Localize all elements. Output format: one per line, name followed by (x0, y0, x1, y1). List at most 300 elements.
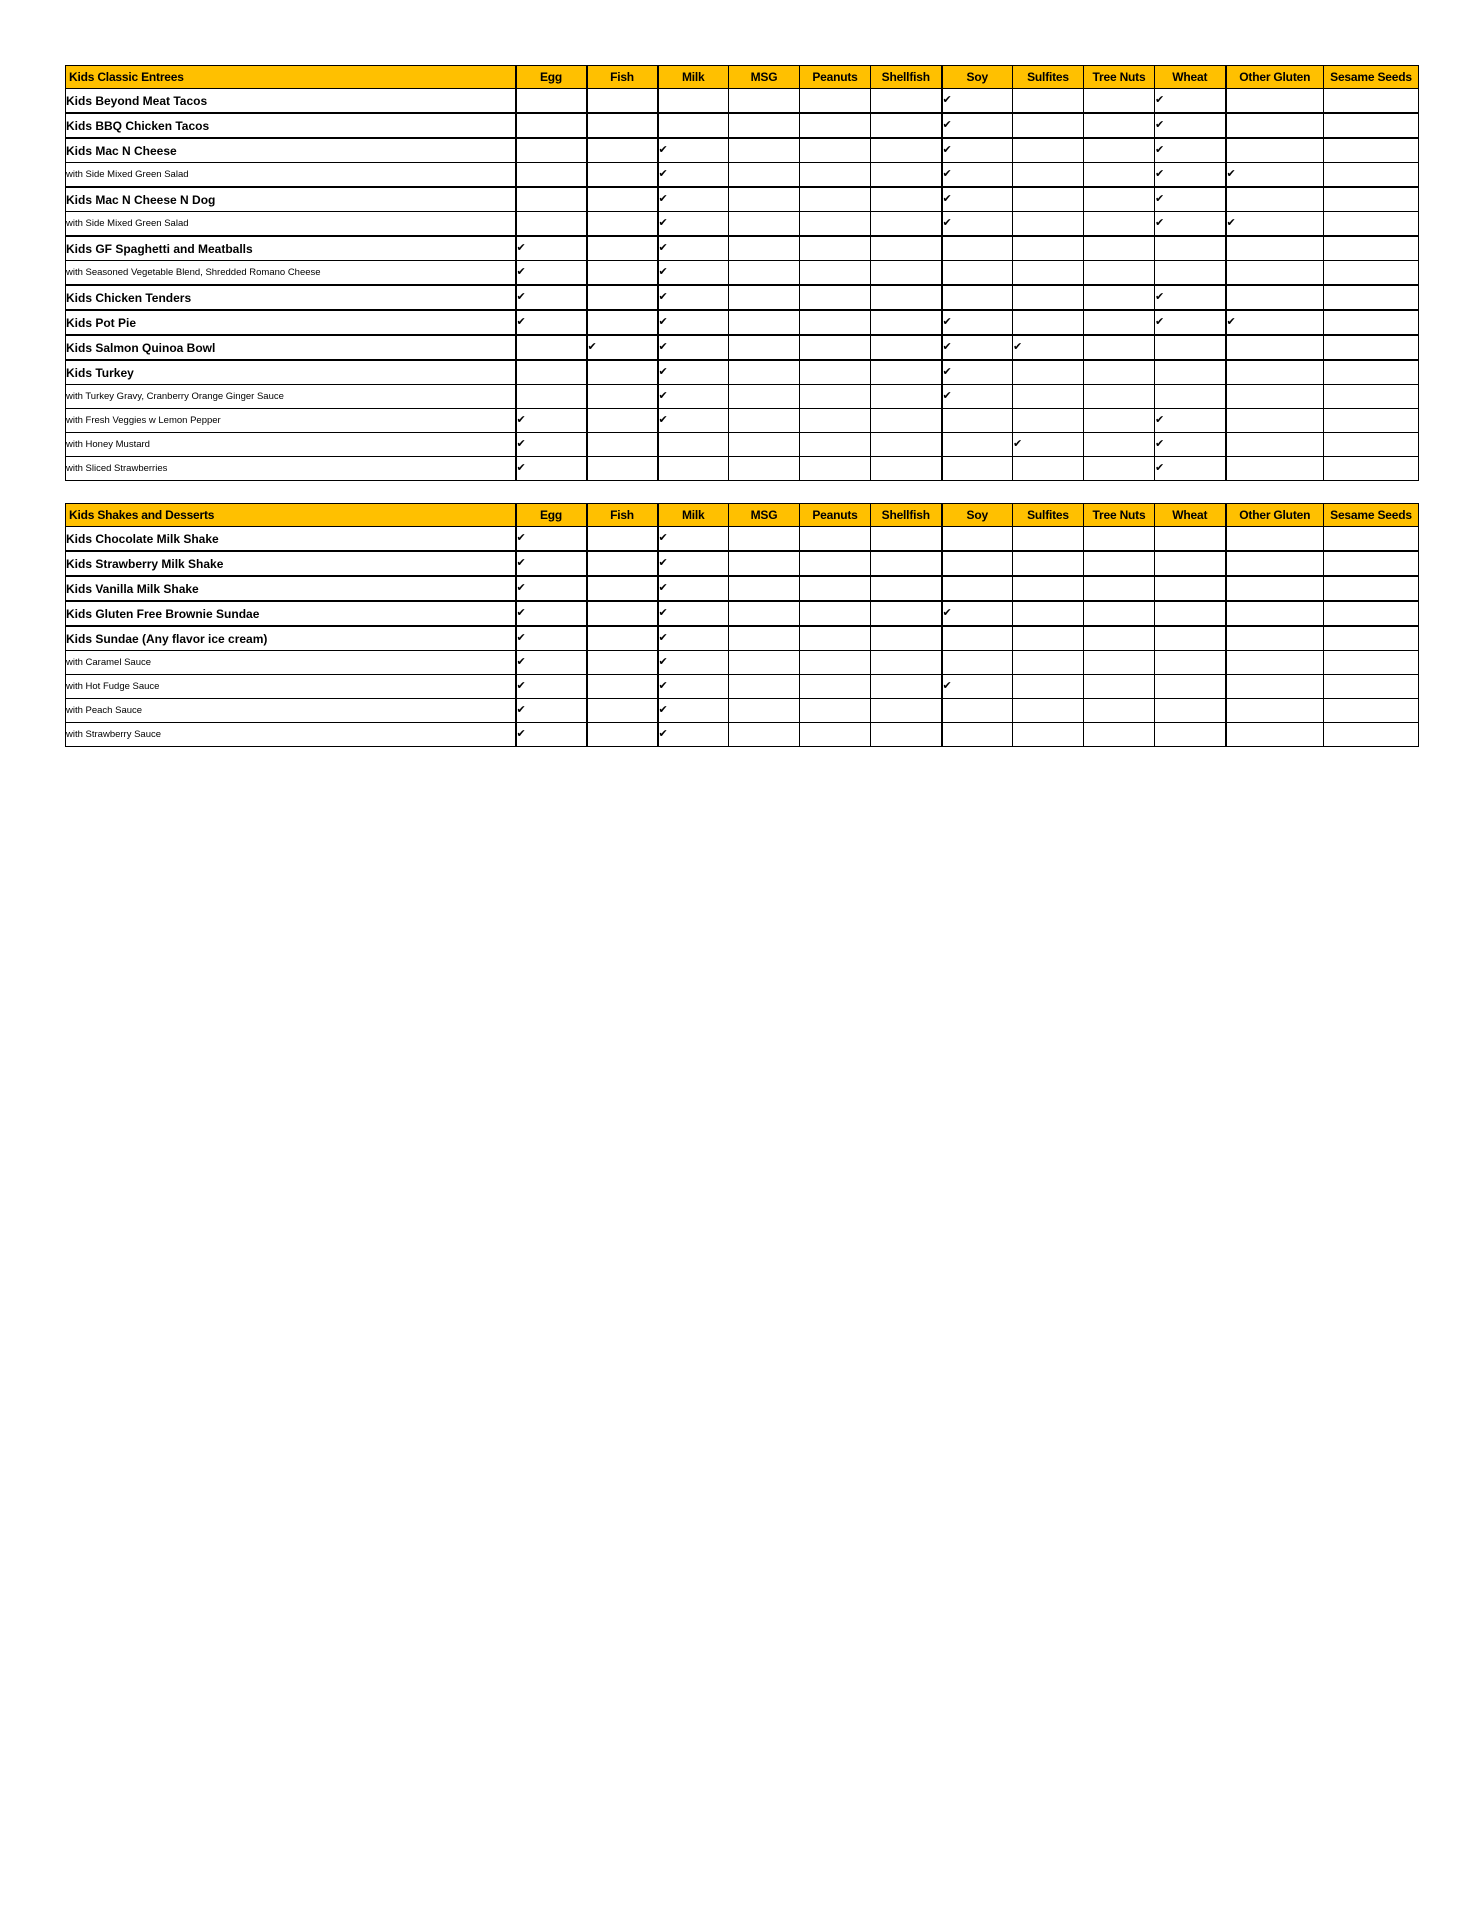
check-icon: ✔ (658, 551, 729, 576)
column-header-peanuts: Peanuts (800, 504, 871, 527)
empty-cell (1013, 675, 1084, 699)
empty-cell (1084, 360, 1155, 385)
empty-cell (729, 236, 800, 261)
empty-cell (1324, 385, 1419, 409)
table-row (66, 261, 1419, 286)
check-icon: ✔ (587, 335, 658, 360)
empty-cell (1155, 236, 1226, 261)
empty-cell (1155, 551, 1226, 576)
empty-cell (942, 699, 1013, 723)
empty-cell (1013, 723, 1084, 747)
empty-cell (1155, 527, 1226, 552)
empty-cell (800, 651, 871, 675)
table-row (66, 409, 1419, 433)
empty-cell (1226, 551, 1324, 576)
empty-cell (1324, 551, 1419, 576)
empty-cell (1226, 138, 1324, 163)
empty-cell (942, 457, 1013, 481)
check-icon: ✔ (658, 385, 729, 409)
empty-cell (1084, 113, 1155, 138)
column-header-soy: Soy (942, 504, 1013, 527)
table-row (66, 360, 1419, 385)
table-row (66, 285, 1419, 310)
empty-cell (1084, 89, 1155, 114)
empty-cell (1084, 457, 1155, 481)
empty-cell (516, 138, 587, 163)
empty-cell (800, 335, 871, 360)
empty-cell (587, 163, 658, 188)
empty-cell (871, 457, 942, 481)
table-row (66, 236, 1419, 261)
menu-item-name: Kids Strawberry Milk Shake (66, 551, 516, 576)
menu-item-name: Kids Beyond Meat Tacos (66, 89, 516, 114)
empty-cell (1013, 261, 1084, 286)
column-header-egg: Egg (516, 504, 587, 527)
empty-cell (1013, 601, 1084, 626)
menu-item-name: Kids Pot Pie (66, 310, 516, 335)
check-icon: ✔ (942, 212, 1013, 237)
empty-cell (1084, 163, 1155, 188)
table-row (66, 601, 1419, 626)
empty-cell (1013, 310, 1084, 335)
empty-cell (729, 285, 800, 310)
empty-cell (800, 626, 871, 651)
empty-cell (729, 310, 800, 335)
section-title: Kids Shakes and Desserts (66, 504, 516, 527)
column-header-tree-nuts: Tree Nuts (1084, 66, 1155, 89)
check-icon: ✔ (658, 527, 729, 552)
empty-cell (942, 236, 1013, 261)
empty-cell (800, 527, 871, 552)
empty-cell (587, 651, 658, 675)
empty-cell (1155, 385, 1226, 409)
column-header-msg: MSG (729, 504, 800, 527)
check-icon: ✔ (942, 335, 1013, 360)
empty-cell (1324, 212, 1419, 237)
check-icon: ✔ (658, 675, 729, 699)
table-row (66, 385, 1419, 409)
empty-cell (800, 457, 871, 481)
check-icon: ✔ (1155, 212, 1226, 237)
empty-cell (1155, 626, 1226, 651)
empty-cell (1155, 261, 1226, 286)
empty-cell (1013, 236, 1084, 261)
empty-cell (587, 409, 658, 433)
empty-cell (1084, 626, 1155, 651)
check-icon: ✔ (516, 433, 587, 457)
empty-cell (1324, 576, 1419, 601)
table-row (66, 335, 1419, 360)
table-row (66, 651, 1419, 675)
empty-cell (1084, 409, 1155, 433)
check-icon: ✔ (516, 409, 587, 433)
empty-cell (942, 433, 1013, 457)
table-row (66, 723, 1419, 747)
column-header-other-gluten: Other Gluten (1226, 66, 1324, 89)
empty-cell (1013, 457, 1084, 481)
empty-cell (800, 433, 871, 457)
menu-item-name: Kids Sundae (Any flavor ice cream) (66, 626, 516, 651)
empty-cell (800, 89, 871, 114)
empty-cell (1013, 89, 1084, 114)
column-header-egg: Egg (516, 66, 587, 89)
check-icon: ✔ (516, 699, 587, 723)
table-row (66, 310, 1419, 335)
menu-item-option: with Peach Sauce (66, 699, 516, 723)
empty-cell (800, 163, 871, 188)
empty-cell (1013, 699, 1084, 723)
empty-cell (729, 138, 800, 163)
empty-cell (1324, 626, 1419, 651)
empty-cell (1226, 113, 1324, 138)
empty-cell (587, 360, 658, 385)
empty-cell (800, 699, 871, 723)
empty-cell (1324, 89, 1419, 114)
empty-cell (587, 551, 658, 576)
empty-cell (1155, 699, 1226, 723)
empty-cell (587, 138, 658, 163)
column-header-milk: Milk (658, 504, 729, 527)
check-icon: ✔ (942, 113, 1013, 138)
column-header-peanuts: Peanuts (800, 66, 871, 89)
empty-cell (1226, 285, 1324, 310)
empty-cell (1084, 527, 1155, 552)
table-row (66, 433, 1419, 457)
empty-cell (1013, 576, 1084, 601)
check-icon: ✔ (942, 138, 1013, 163)
empty-cell (1084, 723, 1155, 747)
empty-cell (729, 527, 800, 552)
empty-cell (729, 212, 800, 237)
empty-cell (1013, 138, 1084, 163)
empty-cell (729, 699, 800, 723)
empty-cell (1013, 409, 1084, 433)
empty-cell (587, 236, 658, 261)
check-icon: ✔ (658, 187, 729, 212)
table-row (66, 89, 1419, 114)
menu-item-option: with Sliced Strawberries (66, 457, 516, 481)
header-row (66, 66, 1419, 89)
empty-cell (516, 163, 587, 188)
check-icon: ✔ (516, 261, 587, 286)
empty-cell (1084, 675, 1155, 699)
empty-cell (1155, 675, 1226, 699)
empty-cell (587, 699, 658, 723)
menu-item-option: with Fresh Veggies w Lemon Pepper (66, 409, 516, 433)
check-icon: ✔ (1155, 285, 1226, 310)
empty-cell (1084, 601, 1155, 626)
empty-cell (871, 433, 942, 457)
empty-cell (942, 576, 1013, 601)
empty-cell (1155, 335, 1226, 360)
check-icon: ✔ (1155, 409, 1226, 433)
empty-cell (800, 409, 871, 433)
empty-cell (800, 187, 871, 212)
empty-cell (1013, 626, 1084, 651)
menu-item-name: Kids Mac N Cheese (66, 138, 516, 163)
empty-cell (729, 89, 800, 114)
empty-cell (1226, 409, 1324, 433)
empty-cell (1324, 285, 1419, 310)
empty-cell (871, 409, 942, 433)
empty-cell (871, 601, 942, 626)
empty-cell (1013, 551, 1084, 576)
empty-cell (658, 89, 729, 114)
empty-cell (1155, 601, 1226, 626)
empty-cell (729, 261, 800, 286)
empty-cell (800, 138, 871, 163)
check-icon: ✔ (516, 457, 587, 481)
empty-cell (729, 457, 800, 481)
check-icon: ✔ (1155, 433, 1226, 457)
check-icon: ✔ (658, 626, 729, 651)
empty-cell (729, 360, 800, 385)
empty-cell (942, 527, 1013, 552)
check-icon: ✔ (516, 527, 587, 552)
empty-cell (1226, 89, 1324, 114)
empty-cell (1084, 576, 1155, 601)
column-header-tree-nuts: Tree Nuts (1084, 504, 1155, 527)
empty-cell (1155, 651, 1226, 675)
section-title: Kids Classic Entrees (66, 66, 516, 89)
check-icon: ✔ (658, 360, 729, 385)
empty-cell (587, 310, 658, 335)
check-icon: ✔ (1013, 433, 1084, 457)
empty-cell (1324, 651, 1419, 675)
table-row (66, 163, 1419, 188)
allergen-sheet (65, 65, 1416, 747)
empty-cell (1084, 212, 1155, 237)
menu-item-option: with Caramel Sauce (66, 651, 516, 675)
menu-item-name: Kids Mac N Cheese N Dog (66, 187, 516, 212)
empty-cell (729, 723, 800, 747)
empty-cell (1084, 335, 1155, 360)
empty-cell (871, 360, 942, 385)
empty-cell (1324, 163, 1419, 188)
empty-cell (871, 651, 942, 675)
empty-cell (1013, 360, 1084, 385)
empty-cell (729, 601, 800, 626)
empty-cell (587, 626, 658, 651)
empty-cell (729, 113, 800, 138)
empty-cell (1324, 433, 1419, 457)
empty-cell (1084, 651, 1155, 675)
empty-cell (942, 285, 1013, 310)
empty-cell (800, 360, 871, 385)
empty-cell (587, 527, 658, 552)
column-header-shellfish: Shellfish (871, 504, 942, 527)
column-header-msg: MSG (729, 66, 800, 89)
empty-cell (800, 601, 871, 626)
check-icon: ✔ (1226, 310, 1324, 335)
check-icon: ✔ (1155, 163, 1226, 188)
empty-cell (1226, 576, 1324, 601)
check-icon: ✔ (658, 261, 729, 286)
empty-cell (587, 457, 658, 481)
check-icon: ✔ (658, 651, 729, 675)
empty-cell (800, 723, 871, 747)
check-icon: ✔ (1155, 457, 1226, 481)
empty-cell (516, 212, 587, 237)
empty-cell (1013, 187, 1084, 212)
check-icon: ✔ (516, 576, 587, 601)
empty-cell (1013, 285, 1084, 310)
empty-cell (729, 675, 800, 699)
empty-cell (1324, 261, 1419, 286)
empty-cell (1084, 385, 1155, 409)
check-icon: ✔ (658, 138, 729, 163)
table-row (66, 699, 1419, 723)
empty-cell (1226, 433, 1324, 457)
empty-cell (1324, 187, 1419, 212)
empty-cell (516, 360, 587, 385)
empty-cell (1324, 699, 1419, 723)
empty-cell (1013, 212, 1084, 237)
empty-cell (1324, 601, 1419, 626)
check-icon: ✔ (658, 236, 729, 261)
empty-cell (516, 89, 587, 114)
empty-cell (1013, 385, 1084, 409)
empty-cell (516, 187, 587, 212)
empty-cell (800, 212, 871, 237)
empty-cell (1226, 699, 1324, 723)
check-icon: ✔ (1013, 335, 1084, 360)
empty-cell (729, 651, 800, 675)
menu-item-option: with Hot Fudge Sauce (66, 675, 516, 699)
empty-cell (871, 89, 942, 114)
check-icon: ✔ (516, 626, 587, 651)
empty-cell (871, 236, 942, 261)
empty-cell (1226, 236, 1324, 261)
table-row (66, 626, 1419, 651)
empty-cell (800, 285, 871, 310)
empty-cell (871, 113, 942, 138)
column-header-shellfish: Shellfish (871, 66, 942, 89)
empty-cell (1155, 576, 1226, 601)
check-icon: ✔ (1226, 212, 1324, 237)
check-icon: ✔ (1226, 163, 1324, 188)
empty-cell (1226, 651, 1324, 675)
empty-cell (871, 527, 942, 552)
empty-cell (1324, 310, 1419, 335)
empty-cell (942, 409, 1013, 433)
check-icon: ✔ (516, 236, 587, 261)
menu-item-option: with Honey Mustard (66, 433, 516, 457)
column-header-sulfites: Sulfites (1013, 504, 1084, 527)
empty-cell (1084, 187, 1155, 212)
menu-item-option: with Turkey Gravy, Cranberry Orange Ginger Sauce (66, 385, 516, 409)
empty-cell (1226, 360, 1324, 385)
column-header-milk: Milk (658, 66, 729, 89)
empty-cell (800, 551, 871, 576)
empty-cell (1084, 138, 1155, 163)
empty-cell (1324, 360, 1419, 385)
empty-cell (871, 576, 942, 601)
empty-cell (1084, 285, 1155, 310)
check-icon: ✔ (658, 409, 729, 433)
empty-cell (871, 261, 942, 286)
empty-cell (1084, 699, 1155, 723)
empty-cell (1226, 187, 1324, 212)
check-icon: ✔ (1155, 113, 1226, 138)
header-row (66, 504, 1419, 527)
empty-cell (1013, 651, 1084, 675)
empty-cell (1084, 551, 1155, 576)
menu-item-name: Kids Turkey (66, 360, 516, 385)
check-icon: ✔ (942, 89, 1013, 114)
check-icon: ✔ (516, 651, 587, 675)
allergen-table-desserts (65, 503, 1419, 747)
column-header-sesame-seeds: Sesame Seeds (1324, 504, 1419, 527)
menu-item-name: Kids Salmon Quinoa Bowl (66, 335, 516, 360)
check-icon: ✔ (658, 163, 729, 188)
empty-cell (1226, 675, 1324, 699)
empty-cell (1226, 335, 1324, 360)
check-icon: ✔ (1155, 187, 1226, 212)
empty-cell (658, 113, 729, 138)
empty-cell (871, 385, 942, 409)
empty-cell (871, 551, 942, 576)
empty-cell (1084, 261, 1155, 286)
check-icon: ✔ (658, 601, 729, 626)
empty-cell (871, 163, 942, 188)
empty-cell (871, 626, 942, 651)
check-icon: ✔ (658, 335, 729, 360)
empty-cell (942, 261, 1013, 286)
menu-item-option: with Seasoned Vegetable Blend, Shredded Romano Cheese (66, 261, 516, 286)
empty-cell (1324, 236, 1419, 261)
check-icon: ✔ (516, 310, 587, 335)
empty-cell (587, 261, 658, 286)
column-header-other-gluten: Other Gluten (1226, 504, 1324, 527)
empty-cell (729, 626, 800, 651)
check-icon: ✔ (516, 601, 587, 626)
empty-cell (1084, 310, 1155, 335)
check-icon: ✔ (658, 699, 729, 723)
empty-cell (942, 626, 1013, 651)
empty-cell (1324, 335, 1419, 360)
empty-cell (1013, 163, 1084, 188)
empty-cell (1226, 457, 1324, 481)
empty-cell (1155, 360, 1226, 385)
empty-cell (658, 457, 729, 481)
section-gap (65, 481, 1416, 503)
empty-cell (942, 551, 1013, 576)
menu-item-option: with Side Mixed Green Salad (66, 212, 516, 237)
empty-cell (587, 675, 658, 699)
empty-cell (800, 261, 871, 286)
table-row (66, 457, 1419, 481)
empty-cell (800, 113, 871, 138)
empty-cell (871, 675, 942, 699)
check-icon: ✔ (658, 723, 729, 747)
empty-cell (1155, 723, 1226, 747)
empty-cell (729, 163, 800, 188)
check-icon: ✔ (942, 360, 1013, 385)
table-row (66, 576, 1419, 601)
empty-cell (871, 310, 942, 335)
check-icon: ✔ (942, 385, 1013, 409)
check-icon: ✔ (942, 187, 1013, 212)
empty-cell (729, 187, 800, 212)
empty-cell (587, 187, 658, 212)
empty-cell (1013, 113, 1084, 138)
empty-cell (871, 187, 942, 212)
check-icon: ✔ (516, 551, 587, 576)
check-icon: ✔ (658, 285, 729, 310)
table-row (66, 527, 1419, 552)
check-icon: ✔ (658, 212, 729, 237)
